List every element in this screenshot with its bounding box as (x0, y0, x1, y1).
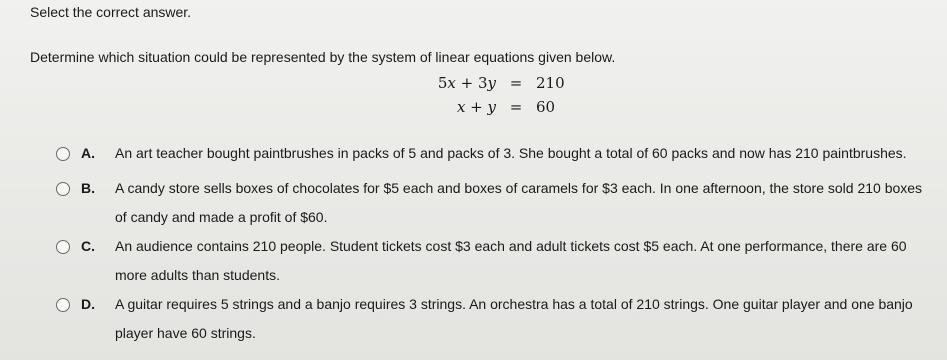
equation-lhs: x + y (456, 98, 496, 116)
radio-button-icon[interactable] (56, 240, 70, 254)
option-text: A candy store sells boxes of chocolates for $5 each and boxes of caramels for $3 each. In one afternoon, the store sold 210 boxes of candy and made a profit of $60. (115, 180, 923, 225)
question-prompt: Determine which situation could be represented by the system of linear equations given below. (30, 49, 616, 65)
equation-lhs: 5x + 3y (437, 74, 496, 92)
option-letter: A. (81, 145, 95, 161)
equation-system (380, 74, 576, 122)
equation-row-2 (380, 98, 576, 122)
option-text: An audience contains 210 people. Student tickets cost $3 each and adult tickets cost $5 each. At one performance, there are 60 more adults than students. (115, 238, 907, 283)
equals-sign: = (509, 98, 523, 116)
option-a[interactable] (56, 139, 935, 168)
option-letter: C. (81, 238, 95, 254)
option-letter: D. (81, 296, 95, 312)
radio-button-icon[interactable] (56, 298, 70, 312)
equation-rhs: 210 (536, 74, 565, 92)
equation-rhs: 60 (536, 98, 556, 116)
option-letter: B. (81, 180, 95, 196)
option-c[interactable] (56, 232, 935, 290)
option-text: A guitar requires 5 strings and a banjo requires 3 strings. An orchestra has a total of 210 strings. One guitar player and one banjo player have 60 strings. (115, 296, 913, 341)
equals-sign: = (509, 74, 523, 92)
option-b[interactable] (56, 174, 935, 232)
option-text: An art teacher bought paintbrushes in packs of 5 and packs of 3. She bought a total of 60 packs and now has 210 paintbrushes. (115, 145, 907, 161)
instruction-text: Select the correct answer. (30, 4, 192, 20)
option-d[interactable] (56, 290, 935, 348)
radio-button-icon[interactable] (56, 182, 70, 196)
radio-button-icon[interactable] (56, 147, 70, 161)
equation-row-1 (380, 74, 576, 98)
